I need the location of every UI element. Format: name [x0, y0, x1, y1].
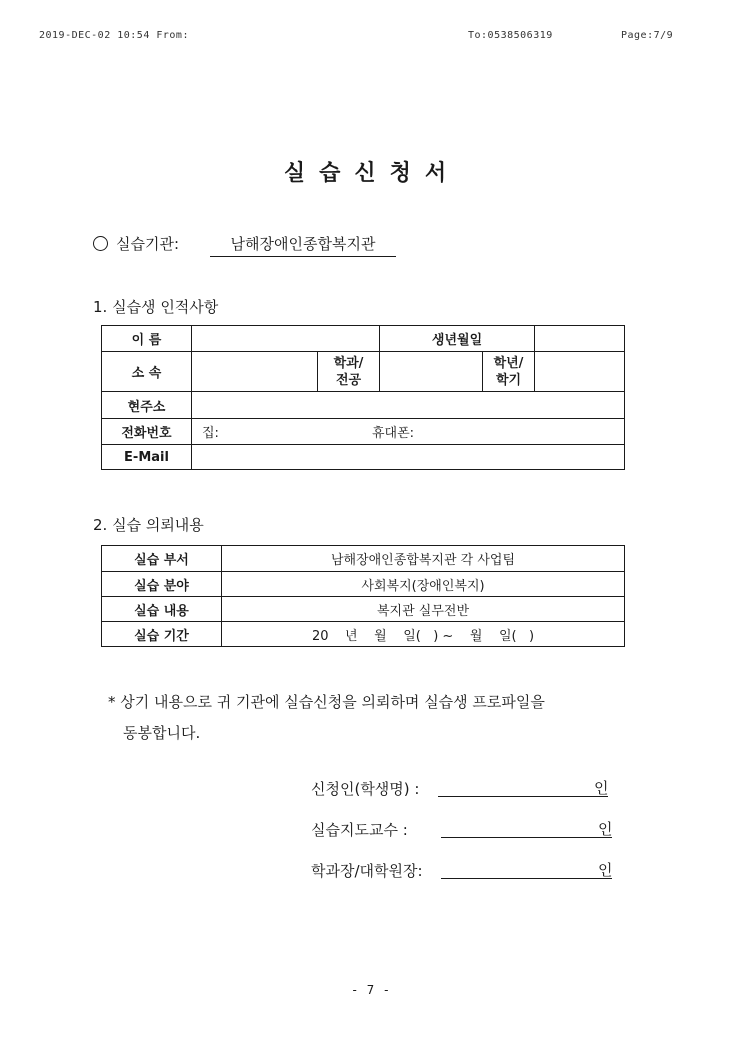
institution-row: [93, 233, 179, 254]
table-row: [102, 597, 625, 622]
request-label: 실습 분야: [102, 572, 222, 597]
dept-label: [318, 352, 380, 392]
applicant-label: 신청인(학생명) :: [311, 780, 420, 798]
personal-info-table: [101, 325, 625, 470]
dept-label-line2: 전공: [335, 372, 362, 388]
request-value: 남해장애인종합복지관 각 사업팀: [222, 546, 625, 572]
phone-label: 전화번호: [102, 419, 192, 445]
advisor-label: 실습지도교수 :: [311, 821, 408, 839]
section1-heading: 1. 실습생 인적사항: [93, 298, 219, 316]
request-table: [101, 545, 625, 647]
name-field[interactable]: [192, 326, 380, 352]
request-period-value[interactable]: 20 년 월 일( ) ~ 월 일( ): [222, 622, 625, 647]
table-row: [102, 445, 625, 470]
fax-recipient: To:0538506319: [468, 30, 553, 41]
fax-datetime: 2019-DEC-02 10:54 From:: [39, 30, 189, 41]
address-field[interactable]: [192, 392, 625, 419]
address-label: 현주소: [102, 392, 192, 419]
table-row: [102, 352, 625, 392]
applicant-seal: 인: [594, 779, 609, 797]
birth-field[interactable]: [535, 326, 625, 352]
year-label-line1: 학년/: [493, 355, 524, 371]
table-row: [102, 326, 625, 352]
request-label: 실습 내용: [102, 597, 222, 622]
table-row: [102, 622, 625, 647]
applicant-signature-line[interactable]: [438, 796, 608, 797]
year-field[interactable]: [535, 352, 625, 392]
year-label-line2: 학기: [495, 372, 522, 388]
note-line1: * 상기 내용으로 귀 기관에 실습신청을 의뢰하며 실습생 프로파일을: [108, 693, 545, 711]
dept-head-seal: 인: [598, 861, 613, 879]
note-line2: 동봉합니다.: [123, 724, 201, 742]
phone-field[interactable]: [192, 419, 625, 445]
document-title: 실습신청서: [283, 161, 461, 186]
affiliation-field[interactable]: [192, 352, 318, 392]
table-row: [102, 572, 625, 597]
dept-head-label: 학과장/대학원장:: [311, 862, 423, 880]
birth-label: 생년월일: [380, 326, 535, 352]
dept-label-line1: 학과/: [333, 355, 364, 371]
circle-bullet-icon: [93, 236, 108, 251]
request-label: 실습 부서: [102, 546, 222, 572]
email-label: E-Mail: [102, 445, 192, 470]
fax-page: Page:7/9: [621, 30, 674, 41]
dept-field[interactable]: [380, 352, 483, 392]
table-row: [102, 419, 625, 445]
request-value: 사회복지(장애인복지): [222, 572, 625, 597]
table-row: [102, 392, 625, 419]
email-field[interactable]: [192, 445, 625, 470]
request-label: 실습 기간: [102, 622, 222, 647]
year-label: [483, 352, 535, 392]
advisor-signature-line[interactable]: [441, 837, 612, 838]
mobile-phone-label: 휴대폰:: [372, 426, 415, 441]
affiliation-label: 소 속: [102, 352, 192, 392]
section2-heading: 2. 실습 의뢰내용: [93, 516, 204, 534]
advisor-seal: 인: [598, 820, 613, 838]
home-phone-label: 집:: [202, 426, 219, 441]
request-value: 복지관 실무전반: [222, 597, 625, 622]
dept-head-signature-line[interactable]: [441, 878, 612, 879]
name-label: 이 름: [102, 326, 192, 352]
institution-name: 남해장애인종합복지관: [210, 233, 396, 257]
institution-label: 실습기관:: [116, 235, 180, 253]
table-row: [102, 546, 625, 572]
page-number: - 7 -: [352, 983, 392, 997]
